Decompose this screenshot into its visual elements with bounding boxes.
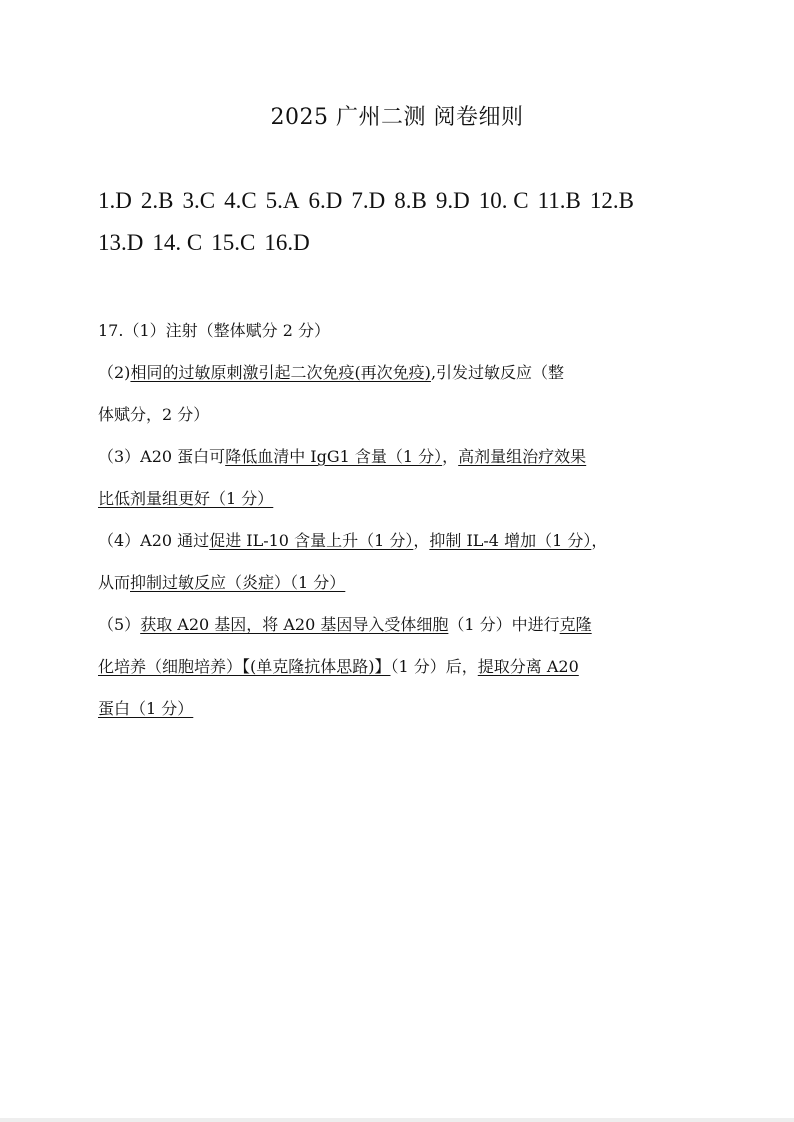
answer-item: 10. C <box>478 188 529 213</box>
q17-line <box>98 520 658 562</box>
answer-item: 6.D <box>308 188 343 213</box>
scoring-point-underlined: 抑制 IL-4 增加（1 分） <box>429 531 592 550</box>
answer-item: 12.B <box>589 188 634 213</box>
answer-item: 1.D <box>98 188 132 213</box>
scoring-point-underlined: 获取 A20 基因，将 A20 基因导入受体细胞 <box>140 615 449 634</box>
answer-item: 16.D <box>264 230 310 255</box>
answer-row-2 <box>98 222 698 264</box>
scoring-text: ,引发过敏反应（整 <box>430 363 565 382</box>
answer-item: 15.C <box>211 230 256 255</box>
scoring-point-underlined: 促进 IL-10 含量上升（1 分） <box>209 531 414 550</box>
scoring-text: ， <box>413 531 430 550</box>
answer-item: 4.C <box>224 188 257 213</box>
scoring-text: （5） <box>98 615 141 634</box>
scoring-text: ， <box>591 531 608 550</box>
scoring-point-underlined: 提取分离 A20 <box>477 657 579 676</box>
scoring-point-underlined: 高剂量组治疗效果 <box>458 447 587 466</box>
scoring-text: 17.（1）注射（整体赋分 2 分） <box>98 321 330 340</box>
scoring-point-underlined: 蛋白（1 分） <box>98 699 194 718</box>
q17-line <box>98 562 658 604</box>
answer-row-1 <box>98 180 698 222</box>
scoring-point-underlined: 克隆 <box>559 615 592 634</box>
scoring-text: （3）A20 蛋白可 <box>98 447 226 466</box>
scoring-point-underlined: 比低剂量组更好（1 分） <box>98 489 274 508</box>
q17-line <box>98 352 658 394</box>
scoring-text: （1 分）后， <box>390 657 478 676</box>
scoring-text: （1 分）中进行 <box>448 615 560 634</box>
scoring-text: ， <box>442 447 459 466</box>
answer-item: 5.A <box>265 188 300 213</box>
q17-line <box>98 688 658 730</box>
answer-item: 13.D <box>98 230 144 255</box>
answer-item: 14. C <box>152 230 203 255</box>
answer-item: 7.D <box>351 188 386 213</box>
scoring-text: （2) <box>98 363 131 382</box>
answer-key <box>98 180 698 264</box>
scoring-point-underlined: 相同的过敏原刺激引起二次免疫(再次免疫) <box>130 363 431 382</box>
scoring-text: 从而 <box>98 573 131 592</box>
answer-item: 8.B <box>394 188 427 213</box>
scoring-point-underlined: 化培养（细胞培养）【(单克隆抗体思路)】 <box>98 657 391 676</box>
q17-line <box>98 436 658 478</box>
q17-line <box>98 478 658 520</box>
q17-line <box>98 394 658 436</box>
scoring-point-underlined: 降低血清中 IgG1 含量（1 分） <box>225 447 443 466</box>
answer-item: 9.D <box>435 188 470 213</box>
scoring-text: （4）A20 通过 <box>98 531 210 550</box>
page-bottom-border <box>0 1118 794 1122</box>
question-17-scoring <box>98 310 658 730</box>
scoring-text: 体赋分，2 分） <box>98 405 210 424</box>
answer-item: 11.B <box>537 188 581 213</box>
page-title: 2025 广州二测 阅卷细则 <box>270 105 524 130</box>
answer-item: 3.C <box>182 188 216 213</box>
answer-item: 2.B <box>140 188 174 213</box>
q17-line <box>98 310 658 352</box>
q17-line <box>98 646 658 688</box>
q17-line <box>98 604 658 646</box>
scoring-point-underlined: 抑制过敏反应（炎症）（1 分） <box>130 573 346 592</box>
